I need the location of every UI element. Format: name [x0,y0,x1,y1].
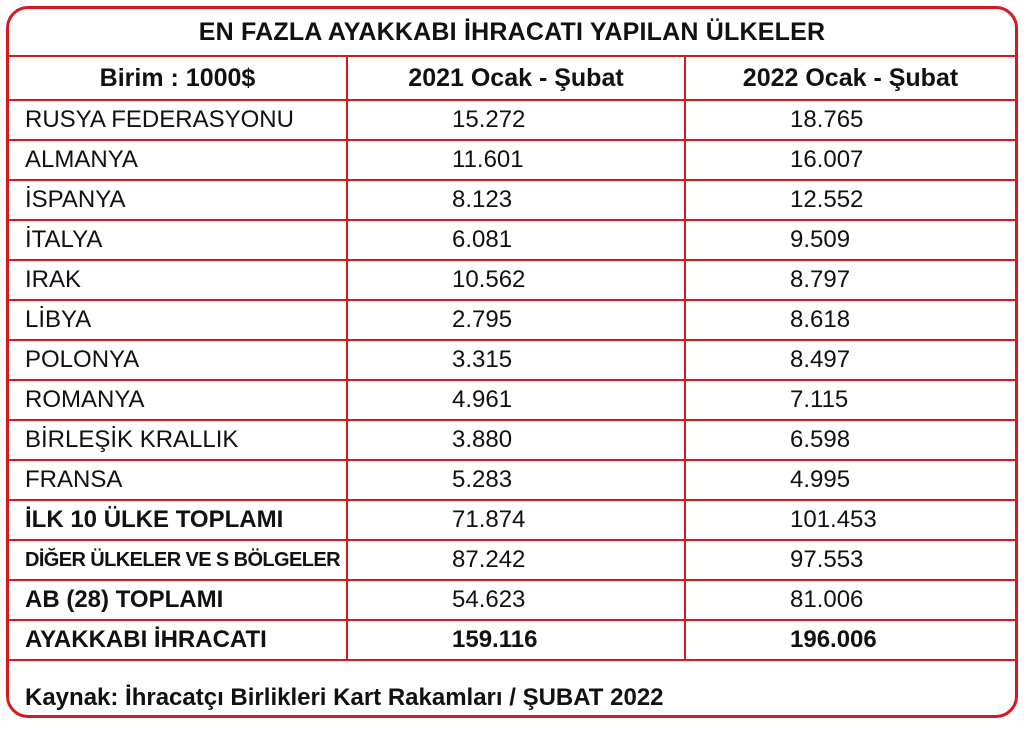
value-2021-cell: 5.283 [347,460,685,500]
other-countries-row [9,540,1015,580]
table-frame [6,6,1018,718]
country-cell: İSPANYA [9,180,347,220]
unit-header: Birim : 1000$ [9,56,347,100]
table-row [9,460,1015,500]
country-cell: RUSYA FEDERASYONU [9,100,347,140]
value-2022-cell: 8.497 [685,340,1015,380]
col-2022-header: 2022 Ocak - Şubat [685,56,1015,100]
value-2021-cell: 3.880 [347,420,685,460]
country-cell: LİBYA [9,300,347,340]
value-2021-cell: 10.562 [347,260,685,300]
table-row [9,380,1015,420]
country-cell: ROMANYA [9,380,347,420]
table-row [9,140,1015,180]
value-2022-cell: 4.995 [685,460,1015,500]
value-2021-cell: 6.081 [347,220,685,260]
table-row [9,420,1015,460]
eu28-total-row [9,580,1015,620]
country-cell: BİRLEŞİK KRALLIK [9,420,347,460]
other-countries-2022-value: 97.553 [685,540,1015,580]
top10-2022-value: 101.453 [685,500,1015,540]
value-2021-cell: 2.795 [347,300,685,340]
shoe-export-total-row [9,620,1015,660]
value-2022-cell: 9.509 [685,220,1015,260]
top10-label: İLK 10 ÜLKE TOPLAMI [9,500,347,540]
table-row [9,260,1015,300]
value-2022-cell: 8.797 [685,260,1015,300]
table-row [9,340,1015,380]
value-2022-cell: 16.007 [685,140,1015,180]
shoe-export-total-label: AYAKKABI İHRACATI [9,620,347,660]
country-cell: FRANSA [9,460,347,500]
col-2021-header: 2021 Ocak - Şubat [347,56,685,100]
export-table [9,55,1015,661]
value-2021-cell: 4.961 [347,380,685,420]
value-2022-cell: 18.765 [685,100,1015,140]
value-2022-cell: 6.598 [685,420,1015,460]
table-row [9,300,1015,340]
source-note: Kaynak: İhracatçı Birlikleri Kart Rakamları / ŞUBAT 2022 [25,684,664,711]
other-countries-2021-value: 87.242 [347,540,685,580]
country-cell: POLONYA [9,340,347,380]
eu28-2022-value: 81.006 [685,580,1015,620]
shoe-export-total-2022-value: 196.006 [685,620,1015,660]
value-2021-cell: 3.315 [347,340,685,380]
value-2022-cell: 12.552 [685,180,1015,220]
country-cell: IRAK [9,260,347,300]
eu28-label: AB (28) TOPLAMI [9,580,347,620]
table-row [9,100,1015,140]
shoe-export-total-2021-value: 159.116 [347,620,685,660]
table-title: EN FAZLA AYAKKABI İHRACATI YAPILAN ÜLKELER [198,18,826,46]
value-2021-cell: 15.272 [347,100,685,140]
table-row [9,180,1015,220]
table-row [9,220,1015,260]
country-cell: ALMANYA [9,140,347,180]
eu28-2021-value: 54.623 [347,580,685,620]
country-cell: İTALYA [9,220,347,260]
other-countries-label: DİĞER ÜLKELER VE S BÖLGELER [9,540,347,580]
value-2021-cell: 11.601 [347,140,685,180]
value-2022-cell: 8.618 [685,300,1015,340]
value-2022-cell: 7.115 [685,380,1015,420]
value-2021-cell: 8.123 [347,180,685,220]
top10-2021-value: 71.874 [347,500,685,540]
top10-total-row [9,500,1015,540]
header-row [9,56,1015,100]
